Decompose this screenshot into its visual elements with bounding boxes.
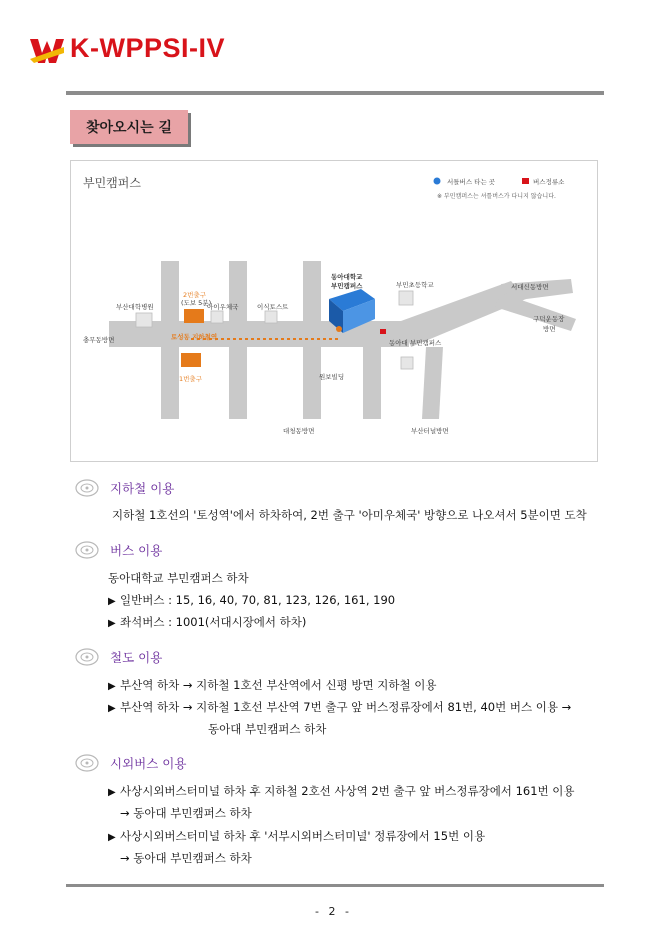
section-title: 시외버스 이용 <box>110 756 187 771</box>
label-seodaeshin: 서대신동방면 <box>511 283 549 291</box>
label-wonbo: 원보빌딩 <box>319 373 345 381</box>
label-ishik: 이식토스트 <box>257 303 289 311</box>
logo-text: K-WPPSI-IV <box>70 32 226 63</box>
label-bus-stop: 동아대 부민캠퍼스 <box>389 339 442 347</box>
page-title: 찾아오시는 길 <box>70 110 188 144</box>
rosette-icon <box>74 539 100 561</box>
bus-stop-marker-icon <box>380 329 386 334</box>
label-gudeok2: 방면 <box>543 325 556 333</box>
label-dong-a: 동아대학교 <box>331 273 363 281</box>
label-busan-tunnel: 부산터널방면 <box>411 427 449 435</box>
section-title: 버스 이용 <box>110 543 163 558</box>
label-bumin-high: 부민초등학교 <box>396 281 434 289</box>
page-number: - 2 - <box>315 905 352 918</box>
label-exit1: 1번출구 <box>179 375 202 383</box>
legend-shuttle: 서틀버스 타는 곳 <box>447 178 496 186</box>
list-item: ▶ 좌석버스 : 1001(서대시장에서 하차) <box>108 615 307 629</box>
campus-point-icon <box>336 326 342 332</box>
list-item: ▶ 일반버스 : 15, 16, 40, 70, 81, 123, 126, 161, 190 <box>108 593 396 607</box>
logo-mark-icon <box>30 33 64 63</box>
label-toseong: 토성동 지하철역 <box>171 333 218 341</box>
exit2-icon <box>184 309 204 323</box>
section-subway <box>74 476 174 500</box>
section-title: 철도 이용 <box>110 650 163 665</box>
label-chungmu: 충무동방면 <box>83 336 115 344</box>
header-rule <box>66 91 604 95</box>
bus-stop-legend-icon <box>522 178 529 184</box>
label-aimi: 아이우체국 <box>207 303 239 311</box>
legend-bus: 버스정류소 <box>533 178 565 186</box>
campus-map <box>70 160 598 462</box>
label-gudeok: 구덕운동장 <box>533 315 565 323</box>
map-drawing <box>71 161 597 461</box>
section-intercity-bus <box>74 751 186 775</box>
label-bumin: 부민캠퍼스 <box>331 282 363 290</box>
label-daecheong: 대청동방면 <box>283 427 315 435</box>
shuttle-stop-icon <box>434 178 441 185</box>
logo <box>30 28 225 68</box>
rosette-icon <box>74 646 100 668</box>
map-campus-label: 부민캠퍼스 <box>83 176 141 190</box>
list-item: ▶ 부산역 하차 → 지하철 1호선 부산역 7번 출구 앞 버스정류장에서 81번, 40번 버스 이용 → <box>108 700 572 714</box>
rosette-icon <box>74 752 100 774</box>
section-rail <box>74 645 162 669</box>
label-busan-univ-hospital: 부산대학병원 <box>116 303 154 311</box>
rosette-icon <box>74 477 100 499</box>
list-item: 동아대학교 부민캠퍼스 하차 <box>108 571 249 585</box>
list-item: ▶ 부산역 하차 → 지하철 1호선 부산역에서 신평 방면 지하철 이용 <box>108 678 437 692</box>
section-title: 지하철 이용 <box>110 481 175 496</box>
list-item: 동아대 부민캠퍼스 하차 <box>208 722 327 736</box>
list-item: 지하철 1호선의 '토성역'에서 하차하여, 2번 출구 '아미우체국' 방향으로 나오셔서 5분이면 도착 <box>112 508 587 522</box>
list-item: → 동아대 부민캠퍼스 하차 <box>120 806 252 820</box>
label-exit2: 2번출구 <box>183 291 206 299</box>
footer-rule <box>66 884 604 887</box>
legend-note: ※ 부민캠퍼스는 셔틀버스가 다니지 않습니다. <box>437 193 556 200</box>
exit1-icon <box>181 353 201 367</box>
list-item: ▶ 사상시외버스터미널 하차 후 '서부시외버스터미널' 정류장에서 15번 이용 <box>108 829 486 843</box>
label-exit2-sub: (도보 5분) <box>181 299 212 307</box>
list-item: ▶ 사상시외버스터미널 하차 후 지하철 2호선 사상역 2번 출구 앞 버스정류장에서 161번 이용 <box>108 784 575 798</box>
list-item: → 동아대 부민캠퍼스 하차 <box>120 851 252 865</box>
section-bus <box>74 538 162 562</box>
